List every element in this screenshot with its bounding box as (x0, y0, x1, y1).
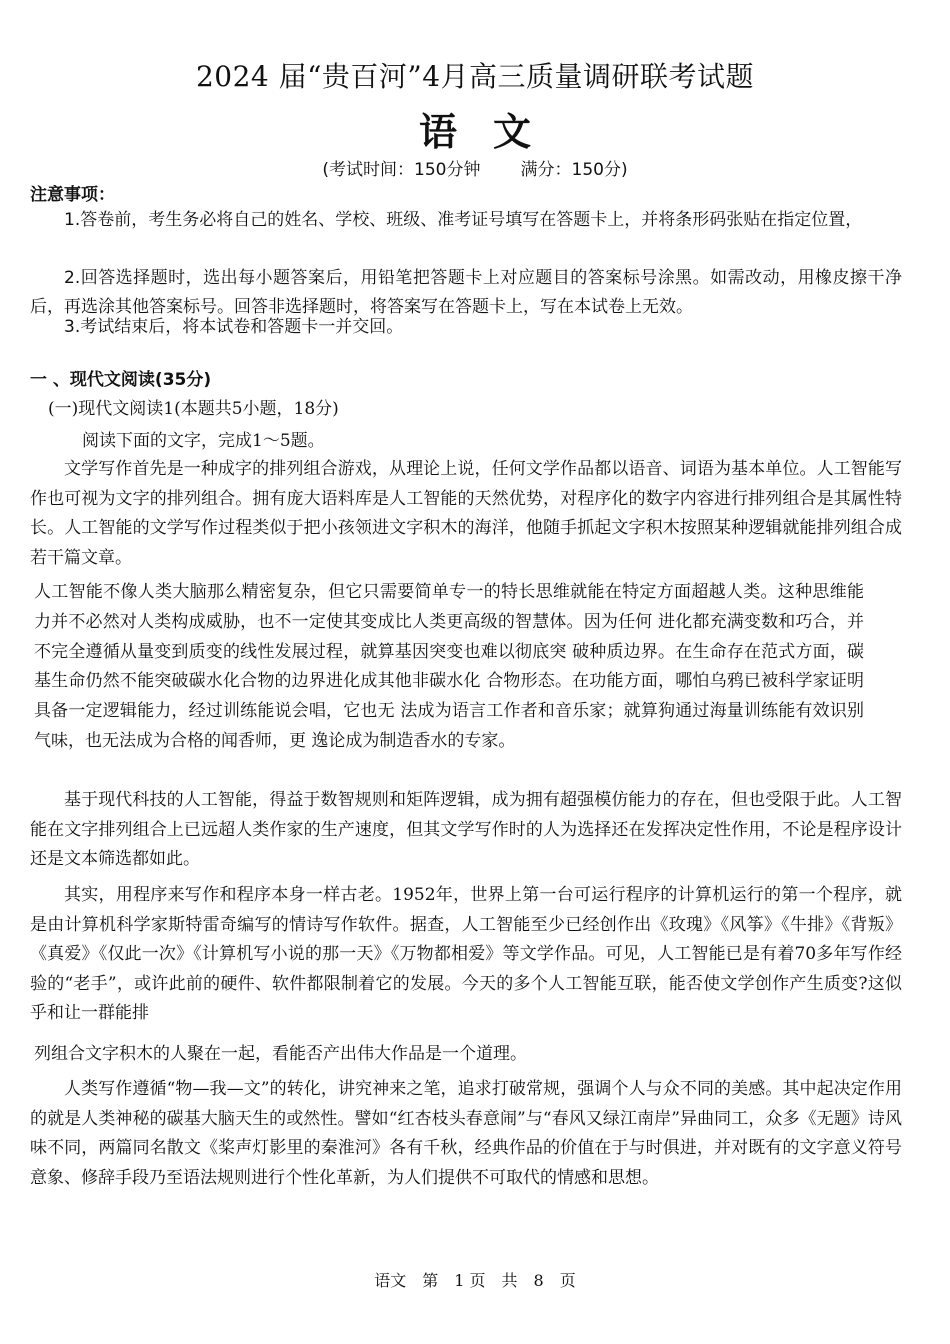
paragraph-5: 人类写作遵循“物—我—文”的转化，讲究神来之笔，追求打破常规，强调个人与众不同的美感。其中起决定作用的就是人类神秘的碳基大脑天生的或然性。譬如“红杏枝头春意闹”与“春风又绿江南岸”异曲同工，众多《无题》诗风味不同，两篇同名散文《桨声灯影里的秦淮河》各有千秋，经典作品的价值在于与时俱进，并对既有的文字意义符号意象、修辞手段乃至语法规则进行个性化革新，为人们提供不可取代的情感和思想。 (30, 1079, 902, 1188)
subject-char-1: 语 (418, 110, 457, 154)
paragraph-4-continued: 列组合文字积木的人聚在一起，看能否产出伟大作品是一个道理。 (34, 1044, 527, 1064)
paragraph-1: 文学写作首先是一种成字的排列组合游戏，从理论上说，任何文学作品都以语音、词语为基本单位。人工智能写作也可视为文字的排列组合。拥有庞大语料库是人工智能的天然优势，对程序化的数字内容进行排列组合是其属性特长。人工智能的文学写作过程类似于把小孩领进文字积木的海洋，他随手抓起文字积木按照某种逻辑就能排列组合成若干篇文章。 (30, 459, 902, 568)
exam-time: (考试时间：150分钟 (322, 160, 481, 180)
note-item-2: 2.回答选择题时，选出每小题答案后，用铅笔把答题卡上对应题目的答案标号涂黑。如需改动，用橡皮擦干净后，再选涂其他答案标号。回答非选择题时，将答案写在答题卡上，写在本试卷上无效。 (30, 268, 902, 317)
note-item-3: 3.考试结束后，将本试卷和答题卡一并交回。 (64, 317, 404, 337)
full-score: 满分：150分) (520, 160, 628, 180)
paragraph-3: 基于现代科技的人工智能，得益于数智规则和矩阵逻辑，成为拥有超强模仿能力的存在，但也受限于此。人工智能在文字排列组合上已远超人类作家的生产速度，但其文学写作时的人为选择还在发挥决定性作用，不论是程序设计还是文本筛选都如此。 (30, 790, 902, 869)
exam-info (0, 158, 950, 182)
paragraph-2: 人工智能不像人类大脑那么精密复杂，但它只需要简单专一的特长思维就能在特定方面超越人类。这种思维能力并不必然对人类构成威胁，也不一定使其变成比人类更高级的智慧体。因为任何 进化都充满变数和巧合，并不完全遵循从量变到质变的线性发展过程，就算基因突变也难以彻底突 破种质边界。在生命存在范式方面，碳基生命仍然不能突破碳水化合物的边界进化成其他非碳水化 合物形态。在功能方面，哪怕乌鸦已被科学家证明具备一定逻辑能力，经过训练能说会唱，它也无 法成为语言工作者和音乐家；就算狗通过海量训练能有效识别气味，也无法成为合格的闻香师，更 逸论成为制造香水的专家。 (34, 582, 864, 751)
section-subheading: (一)现代文阅读1(本题共5小题，18分) (48, 399, 339, 419)
note-item-1: 1.答卷前，考生务必将自己的姓名、学校、班级、准考证号填写在答题卡上，并将条形码张贴在指定位置， (64, 210, 863, 230)
subject-char-2: 文 (493, 110, 532, 154)
page-footer: 语文 第 1 页 共 8 页 (374, 1271, 576, 1290)
subject-title (0, 108, 950, 156)
section-heading: 一 、现代文阅读(35分) (30, 370, 212, 390)
notes-heading: 注意事项： (30, 185, 115, 205)
exam-title: 2024 届“贵百河”4月高三质量调研联考试题 (195, 60, 755, 93)
reading-instruction: 阅读下面的文字，完成1～5题。 (82, 431, 325, 451)
paragraph-4: 其实，用程序来写作和程序本身一样古老。1952年，世界上第一台可运行程序的计算机运行的第一个程序，就是由计算机科学家斯特雷奇编写的情诗写作软件。据查，人工智能至少已经创作出《玫瑰》《风筝》《牛排》《背叛》《真爱》《仅此一次》《计算机写小说的那一天》《万物都相爱》等文学作品。可见，人工智能已是有着70多年写作经验的“老手”，或许此前的硬件、软件都限制着它的发展。今天的多个人工智能互联，能否使文学创作产生质变?这似乎和让一群能排 (30, 885, 902, 1023)
